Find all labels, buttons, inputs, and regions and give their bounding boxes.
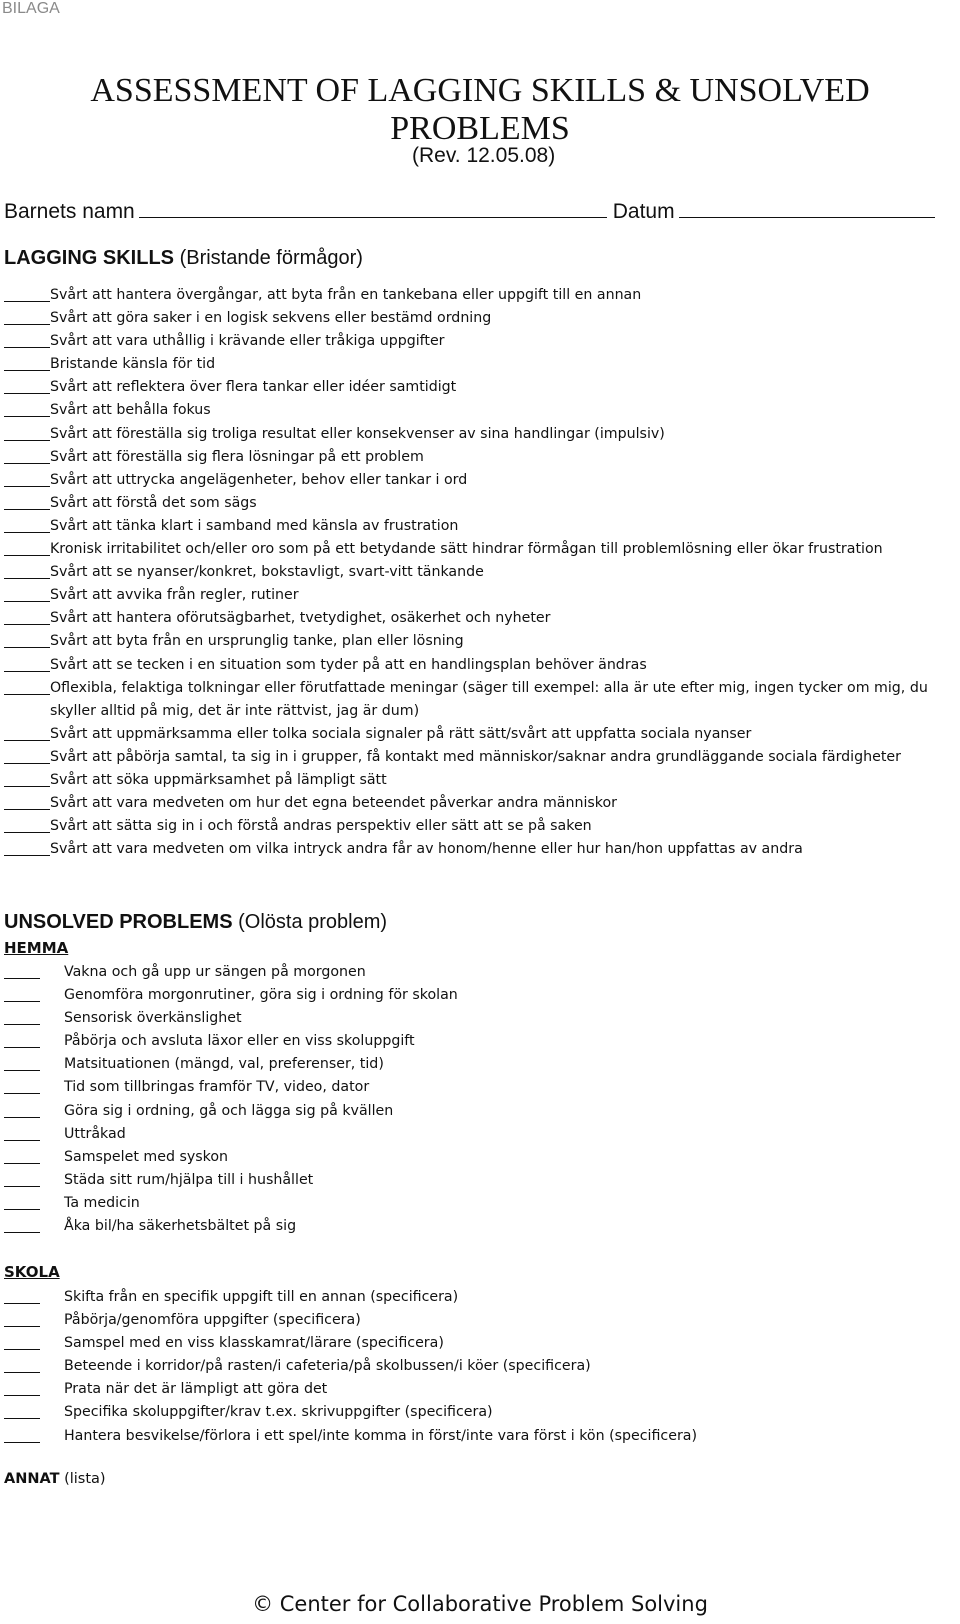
lagging-skill-item	[4, 469, 959, 492]
school-problem-item	[4, 1378, 954, 1401]
school-problem-item-label: Hantera besvikelse/förlora i ett spel/inte komma in först/inte vara först i kön (specificera)	[64, 1427, 698, 1444]
home-problem-item	[4, 961, 954, 984]
lagging-skill-item	[4, 838, 959, 861]
lagging-skill-rating-blank[interactable]	[4, 792, 50, 810]
lagging-skill-item	[4, 399, 959, 422]
lagging-skill-item-label: Svårt att se tecken i en situation som tyder på att en handlingsplan behöver ändras	[50, 656, 647, 673]
lagging-skill-rating-blank[interactable]	[4, 630, 50, 648]
lagging-skill-item-label: Svårt att se nyanser/konkret, bokstavligt, svart-vitt tänkande	[50, 564, 484, 581]
lagging-skill-rating-blank[interactable]	[4, 423, 50, 441]
child-name-field[interactable]	[139, 199, 607, 218]
lagging-skill-rating-blank[interactable]	[4, 446, 50, 464]
school-problem-item	[4, 1401, 954, 1424]
home-problem-item-label: Ta medicin	[64, 1194, 140, 1211]
school-problem-rating-blank[interactable]	[4, 1378, 40, 1396]
home-problem-item	[4, 984, 954, 1007]
school-problem-item-label: Skifta från en specifik uppgift till en annan (specificera)	[64, 1289, 459, 1305]
home-problem-rating-blank[interactable]	[4, 1007, 40, 1025]
home-problem-item	[4, 1123, 954, 1146]
lagging-skill-item	[4, 723, 959, 746]
lagging-skill-item-label: Svårt att reflektera över flera tankar eller idéer samtidigt	[50, 379, 457, 396]
school-problem-rating-blank[interactable]	[4, 1425, 40, 1443]
lagging-skill-item	[4, 284, 959, 307]
lagging-skill-item-label: Svårt att vara medveten om hur det egna beteendet påverkar andra människor	[50, 795, 618, 812]
lagging-skills-heading-bold: LAGGING SKILLS	[4, 247, 174, 269]
school-problem-rating-blank[interactable]	[4, 1401, 40, 1419]
lagging-skill-item-label: Svårt att vara medveten om vilka intryck andra får av honom/henne eller hur han/hon uppfattas av andra	[50, 841, 803, 858]
name-date-row	[4, 199, 935, 224]
lagging-skill-item	[4, 561, 959, 584]
lagging-skill-item	[4, 515, 959, 538]
revision-label: (Rev. 12.05.08)	[412, 144, 556, 167]
home-problem-item-label: Tid som tillbringas framför TV, video, dator	[64, 1079, 370, 1096]
attachment-label: BILAGA	[2, 0, 60, 17]
home-problem-rating-blank[interactable]	[4, 1123, 40, 1141]
lagging-skill-rating-blank[interactable]	[4, 746, 50, 764]
home-problem-rating-blank[interactable]	[4, 984, 40, 1002]
lagging-skill-rating-blank[interactable]	[4, 399, 50, 417]
lagging-skill-rating-blank[interactable]	[4, 769, 50, 787]
date-field[interactable]	[679, 199, 935, 218]
home-problem-item-label: Åka bil/ha säkerhetsbältet på sig	[64, 1218, 297, 1235]
lagging-skill-item	[4, 376, 959, 399]
unsolved-problems-heading-rest: (Olösta problem)	[238, 911, 388, 933]
home-problems-list	[4, 961, 954, 1238]
lagging-skills-heading	[4, 247, 363, 270]
lagging-skill-item	[4, 423, 959, 446]
home-problem-rating-blank[interactable]	[4, 1192, 40, 1210]
home-problem-rating-blank[interactable]	[4, 1076, 40, 1094]
school-problems-list	[4, 1286, 954, 1448]
lagging-skill-item-label: Svårt att uttrycka angelägenheter, behov eller tankar i ord	[50, 471, 468, 488]
lagging-skills-heading-rest: (Bristande förmågor)	[179, 247, 363, 269]
date-label: Datum	[612, 200, 675, 223]
lagging-skill-item-label: Svårt att avvika från regler, rutiner	[50, 587, 299, 604]
copyright-footer: © Center for Collaborative Problem Solving	[252, 1592, 708, 1616]
lagging-skill-item	[4, 746, 959, 769]
lagging-skill-item-label: Svårt att uppmärksamma eller tolka sociala signaler på rätt sätt/svårt att uppfatta sociala nyanser	[50, 725, 752, 742]
other-heading	[4, 1471, 106, 1487]
school-problem-item-label: Prata när det är lämpligt att göra det	[64, 1381, 328, 1398]
home-problem-item	[4, 1053, 954, 1076]
lagging-skill-rating-blank[interactable]	[4, 723, 50, 741]
lagging-skill-item	[4, 677, 959, 723]
home-problem-item-label: Genomföra morgonrutiner, göra sig i ordning för skolan	[64, 987, 458, 1004]
other-heading-bold: ANNAT	[4, 1471, 60, 1487]
home-problem-item-label: Påbörja och avsluta läxor eller en viss skoluppgift	[64, 1033, 415, 1050]
school-problem-item-label: Beteende i korridor/på rasten/i cafeteria/på skolbussen/i köer (specificera)	[64, 1358, 591, 1375]
home-problem-item	[4, 1169, 954, 1192]
lagging-skill-rating-blank[interactable]	[4, 353, 50, 371]
school-problem-rating-blank[interactable]	[4, 1332, 40, 1350]
home-problem-item-label: Samspelet med syskon	[64, 1148, 229, 1165]
lagging-skill-rating-blank[interactable]	[4, 307, 50, 325]
school-problem-item	[4, 1309, 954, 1332]
home-problem-rating-blank[interactable]	[4, 1146, 40, 1164]
lagging-skill-item-label: Svårt att påbörja samtal, ta sig in i grupper, få kontakt med människor/saknar andra grundläggande sociala färdigheter	[50, 748, 901, 765]
home-problem-item	[4, 1007, 954, 1030]
lagging-skill-item-label: Svårt att hantera övergångar, att byta från en tankebana eller uppgift till en annan	[50, 287, 642, 303]
lagging-skill-item-label: Bristande känsla för tid	[50, 356, 216, 373]
home-problem-item-label: Vakna och gå upp ur sängen på morgonen	[64, 964, 366, 980]
lagging-skill-item	[4, 769, 959, 792]
lagging-skill-item-label: Svårt att göra saker i en logisk sekvens eller bestämd ordning	[50, 310, 492, 327]
lagging-skill-item-label: Svårt att söka uppmärksamhet på lämpligt sätt	[50, 771, 387, 788]
lagging-skill-item	[4, 353, 959, 376]
home-problem-item	[4, 1215, 954, 1238]
home-problem-item-label: Sensorisk överkänslighet	[64, 1010, 242, 1027]
lagging-skill-item-label: Svårt att sätta sig in i och förstå andras perspektiv eller sätt att se på saken	[50, 818, 592, 835]
lagging-skill-rating-blank[interactable]	[4, 584, 50, 602]
lagging-skill-rating-blank[interactable]	[4, 538, 50, 556]
lagging-skills-list	[4, 284, 959, 861]
lagging-skill-item	[4, 654, 959, 677]
lagging-skill-item-label: Svårt att byta från en ursprunglig tanke, plan eller lösning	[50, 633, 464, 650]
home-problem-item-label: Göra sig i ordning, gå och lägga sig på kvällen	[64, 1102, 394, 1119]
lagging-skill-item-label: Svårt att hantera oförutsägbarhet, tvetydighet, osäkerhet och nyheter	[50, 610, 551, 627]
home-problem-rating-blank[interactable]	[4, 1215, 40, 1233]
lagging-skill-rating-blank[interactable]	[4, 561, 50, 579]
school-problem-item-label: Påbörja/genomföra uppgifter (specificera)	[64, 1312, 361, 1329]
home-problem-rating-blank[interactable]	[4, 1169, 40, 1187]
lagging-skill-item-label: Svårt att behålla fokus	[50, 402, 211, 419]
home-problem-item	[4, 1030, 954, 1053]
lagging-skill-rating-blank[interactable]	[4, 677, 50, 695]
school-problem-item	[4, 1332, 954, 1355]
home-problem-rating-blank[interactable]	[4, 1053, 40, 1071]
school-problem-item-label: Specifika skoluppgifter/krav t.ex. skrivuppgifter (specificera)	[64, 1404, 493, 1421]
lagging-skill-item-label: Svårt att föreställa sig troliga resultat eller konsekvenser av sina handlingar (impulsiv)	[50, 425, 665, 442]
lagging-skill-rating-blank[interactable]	[4, 330, 50, 348]
lagging-skill-item	[4, 446, 959, 469]
lagging-skill-item-label: Svårt att vara uthållig i krävande eller tråkiga uppgifter	[50, 333, 445, 350]
lagging-skill-item	[4, 330, 959, 353]
home-problem-item	[4, 1192, 954, 1215]
home-problem-item-label: Matsituationen (mängd, val, preferenser, tid)	[64, 1056, 384, 1073]
lagging-skill-rating-blank[interactable]	[4, 492, 50, 510]
home-heading: HEMMA	[4, 939, 69, 957]
home-problem-item	[4, 1100, 954, 1123]
lagging-skill-item	[4, 492, 959, 515]
lagging-skill-item-label: Svårt att föreställa sig flera lösningar på ett problem	[50, 448, 424, 465]
school-heading: SKOLA	[4, 1263, 60, 1281]
home-problem-item	[4, 1146, 954, 1169]
lagging-skill-rating-blank[interactable]	[4, 654, 50, 672]
lagging-skill-rating-blank[interactable]	[4, 469, 50, 487]
lagging-skill-item	[4, 607, 959, 630]
lagging-skill-rating-blank[interactable]	[4, 515, 50, 533]
unsolved-problems-heading-bold: UNSOLVED PROBLEMS	[4, 911, 233, 933]
school-problem-item	[4, 1425, 954, 1448]
home-problem-rating-blank[interactable]	[4, 961, 40, 979]
lagging-skill-item-label: Svårt att förstå det som sägs	[50, 494, 257, 511]
lagging-skill-item	[4, 815, 959, 838]
lagging-skill-item	[4, 307, 959, 330]
school-problem-rating-blank[interactable]	[4, 1309, 40, 1327]
school-problem-item	[4, 1355, 954, 1378]
other-heading-rest: (lista)	[64, 1471, 106, 1487]
child-name-label: Barnets namn	[4, 200, 135, 223]
home-problem-item	[4, 1076, 954, 1099]
home-problem-rating-blank[interactable]	[4, 1030, 40, 1048]
lagging-skill-rating-blank[interactable]	[4, 376, 50, 394]
home-problem-rating-blank[interactable]	[4, 1100, 40, 1118]
lagging-skill-rating-blank[interactable]	[4, 815, 50, 833]
lagging-skill-item-label: Oflexibla, felaktiga tolkningar eller förutfattade meningar (säger till exempel: alla är ute efter mig, ingen tycker om mig, du skyller alltid på mig, det är inte rättvist, jag är dum)	[50, 679, 928, 719]
home-problem-item-label: Städa sitt rum/hjälpa till i hushållet	[64, 1171, 314, 1188]
lagging-skill-item	[4, 538, 959, 561]
school-problem-rating-blank[interactable]	[4, 1286, 40, 1304]
lagging-skill-item-label: Kronisk irritabilitet och/eller oro som på ett betydande sätt hindrar förmågan till problemlösning eller ökar frustration	[50, 541, 883, 558]
lagging-skill-rating-blank[interactable]	[4, 284, 50, 302]
school-problem-rating-blank[interactable]	[4, 1355, 40, 1373]
home-problem-item-label: Uttråkad	[64, 1125, 126, 1142]
lagging-skill-rating-blank[interactable]	[4, 607, 50, 625]
unsolved-problems-heading	[4, 911, 387, 934]
school-problem-item-label: Samspel med en viss klasskamrat/lärare (specificera)	[64, 1335, 444, 1352]
page-title: ASSESSMENT OF LAGGING SKILLS & UNSOLVED PROBLEMS	[90, 72, 870, 147]
lagging-skill-item	[4, 630, 959, 653]
lagging-skill-item-label: Svårt att tänka klart i samband med känsla av frustration	[50, 517, 459, 534]
lagging-skill-item	[4, 792, 959, 815]
lagging-skill-item	[4, 584, 959, 607]
school-problem-item	[4, 1286, 954, 1309]
lagging-skill-rating-blank[interactable]	[4, 838, 50, 856]
